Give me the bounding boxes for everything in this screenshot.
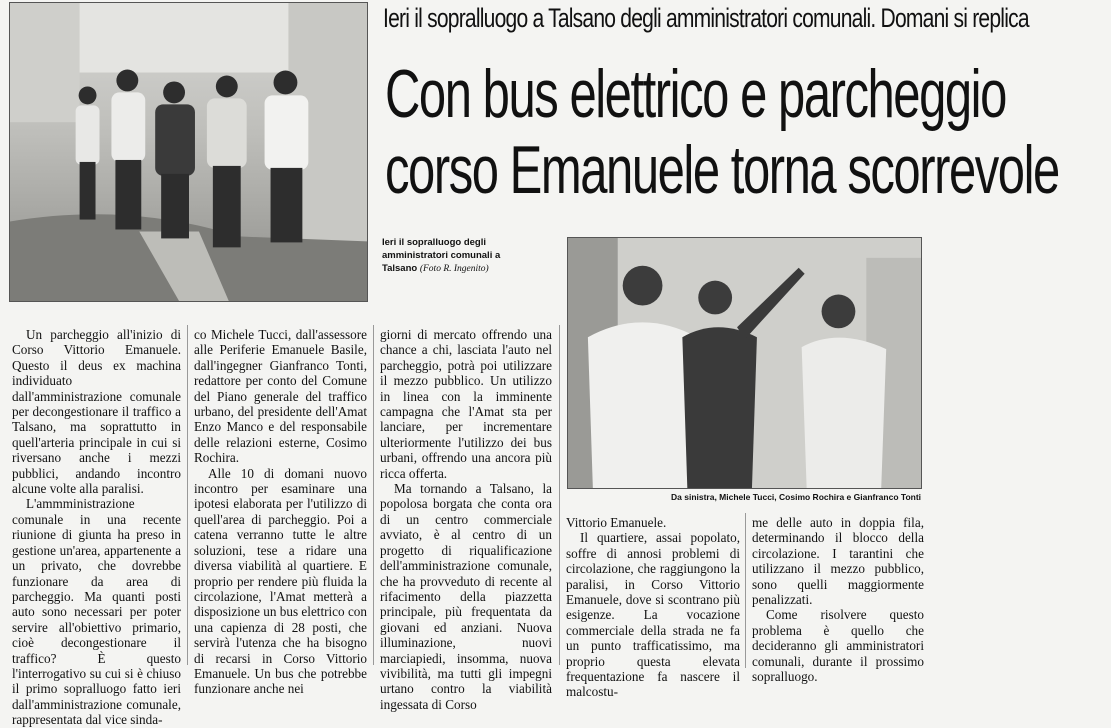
headline-line-2: corso Emanuele torna scorrevole — [385, 132, 1059, 208]
column-divider — [187, 325, 188, 665]
body-paragraph: me delle auto in doppia fila, determinando il blocco della circolazione. I tarantini che utilizzano il mezzo pubblico, sono quelli maggiormente penalizzati. — [752, 515, 924, 608]
article-column-4 — [566, 515, 740, 700]
photo-left-caption-text: Ieri il sopralluogo degli amministratori comunali a Talsano — [382, 237, 501, 274]
article-headline — [385, 56, 1059, 208]
body-paragraph: Il quartiere, assai popolato, soffre di annosi problemi di circolazione, che raggiungono la paralisi, in Corso Vittorio Emanuele, dove si scontrano più esigenze. La vocazione commerciale della strada ne fa un punto trafficatissimo, ma proprio questa elevata frequentazione fa nascere il malcostu- — [566, 530, 740, 700]
photo-inspection-group — [9, 2, 368, 302]
body-paragraph: Alle 10 di domani nuovo incontro per esaminare una ipotesi elaborata per l'utilizzo di quell'area di parcheggio. Poi a catena verranno tutte le altre soluzioni, tese a ridare una diversa viabilità al quartiere. E proprio per rendere più fluida la circolazione, l'Amat metterà a disposizione un bus elettrico con una capienza di 28 posti, che servirà l'utenza che ha bisogno di recarsi in Corso Vittorio Emanuele. Un bus che potrebbe funzionare anche nei — [194, 465, 367, 697]
article-kicker: Ieri il sopralluogo a Talsano degli amministratori comunali. Domani si replica — [383, 3, 1029, 33]
photo-left-caption — [382, 236, 522, 276]
photo-officials-image — [568, 238, 921, 488]
body-paragraph: Vittorio Emanuele. — [566, 515, 667, 530]
body-paragraph: giorni di mercato offrendo una chance a chi, lasciata l'auto nel parcheggio, potrà poi utilizzare il mezzo pubblico. Un utilizzo in linea con la imminente campagna che l'Amat sta per lanciare, per incrementare ulteriormente l'utilizzo dei bus urbani, offrendo una ancora più ricca offerta. — [380, 327, 552, 481]
article-column-2 — [194, 327, 367, 697]
body-paragraph: Ma tornando a Talsano, la popolosa borgata che conta ora di un centro commerciale avviato, è al centro di un progetto di riqualificazione dell'amministrazione comunale, che ha provveduto di recente al rifacimento della piazzetta principale, più frequentata da giovani ed anziani. Nuova illuminazione, nuovi marciapiedi, insomma, nuova vivibilità, ma tutti gli impegni urtano contro la viabilità ingessata di Corso — [380, 481, 552, 712]
body-paragraph: co Michele Tucci, dall'assessore alle Periferie Emanuele Basile, dall'ingegner Gianfranco Tonti, redattore per conto del Comune del Piano generale del traffico urbano, del presidente dell'Amat Enzo Manco e del responsabile delle relazioni esterne, Cosimo Rochira. — [194, 327, 367, 466]
article-column-1 — [12, 327, 181, 728]
photo-left-credit: (Foto R. Ingenito) — [419, 264, 489, 274]
column-divider — [559, 325, 560, 665]
body-paragraph: L'ammministrazione comunale in una recente riunione di giunta ha preso in gestione un'area, appartenente a un privato, che dovrebbe funzionare da area di parcheggio. Ma quanti posti auto sono necessari per poter servire all'obiettivo primario, cioè decongestionare il traffico? È questo l'interrogativo su cui si è chiuso il primo sopralluogo fatto ieri dall'amministrazione comunale, rappresentata dal vice sinda- — [12, 496, 181, 728]
photo-inspection-group-image — [10, 3, 367, 301]
article-column-3 — [380, 327, 552, 712]
column-divider — [373, 325, 374, 665]
photo-officials — [567, 237, 922, 489]
column-divider — [745, 513, 746, 668]
article-column-5 — [752, 515, 924, 684]
photo-right-caption: Da sinistra, Michele Tucci, Cosimo Rochira e Gianfranco Tonti — [671, 492, 922, 502]
headline-line-1: Con bus elettrico e parcheggio — [385, 56, 1006, 132]
body-paragraph: Come risolvere questo problema è quello che decideranno gli amministratori comunali, durante il prossimo sopralluogo. — [752, 607, 924, 685]
body-paragraph: Un parcheggio all'inizio di Corso Vittorio Emanuele. Questo il deus ex machina individuato dall'amministrazione comunale per decongestionare il traffico a Talsano, ma soprattutto in quell'arteria principale in cui si riversano anche i mezzi pubblici, andando incontro alcune volte alla paralisi. — [12, 327, 181, 497]
